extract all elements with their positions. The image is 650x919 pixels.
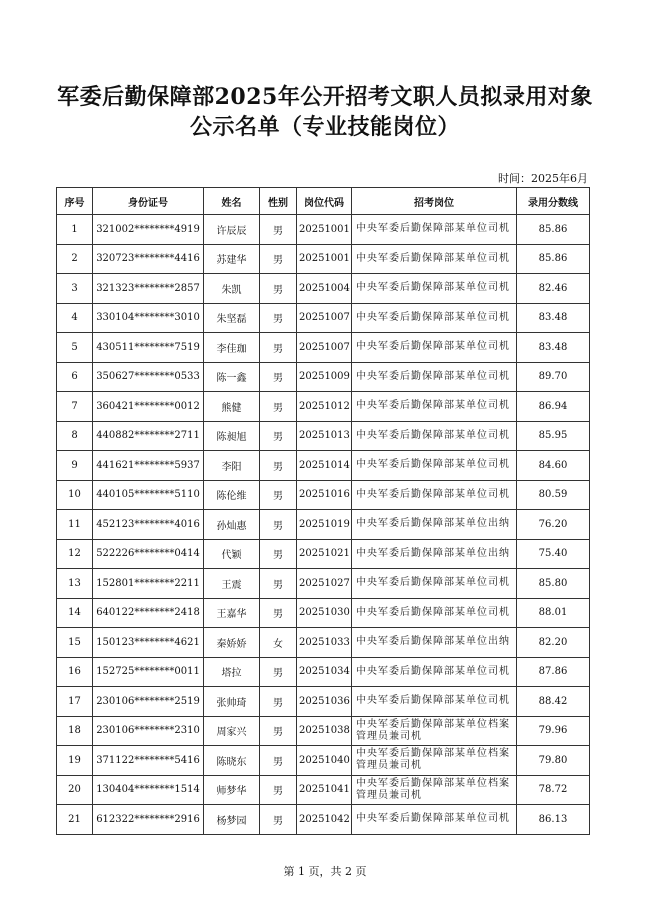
header-index: 序号 bbox=[57, 188, 93, 215]
table-row bbox=[57, 598, 590, 628]
cell-name: 孙灿惠 bbox=[204, 510, 260, 540]
cell-gender: 男 bbox=[260, 362, 297, 392]
cell-position: 中央军委后勤保障部某单位出纳 bbox=[352, 628, 517, 658]
cell-id-number: 522226********0414 bbox=[93, 539, 204, 569]
cell-id-number: 360421********0012 bbox=[93, 392, 204, 422]
header-id-number: 身份证号 bbox=[93, 188, 204, 215]
table-row bbox=[57, 274, 590, 304]
candidate-table bbox=[56, 187, 590, 835]
cell-id-number: 452123********4016 bbox=[93, 510, 204, 540]
cell-gender: 女 bbox=[260, 628, 297, 658]
cell-position: 中央军委后勤保障部某单位司机 bbox=[352, 657, 517, 687]
publish-date: 时间：2025年6月 bbox=[498, 172, 588, 185]
cell-score: 87.86 bbox=[517, 657, 590, 687]
table-row bbox=[57, 303, 590, 333]
cell-id-number: 150123********4621 bbox=[93, 628, 204, 658]
table-row bbox=[57, 244, 590, 274]
cell-id-number: 152725********0011 bbox=[93, 657, 204, 687]
cell-id-number: 321323********2857 bbox=[93, 274, 204, 304]
cell-name: 秦娇娇 bbox=[204, 628, 260, 658]
document-title-line1: 军委后勤保障部2025年公开招考文职人员拟录用对象 bbox=[57, 84, 593, 110]
table-row bbox=[57, 569, 590, 599]
cell-score: 82.46 bbox=[517, 274, 590, 304]
cell-position-code: 20251009 bbox=[297, 362, 352, 392]
cell-gender: 男 bbox=[260, 421, 297, 451]
cell-index: 1 bbox=[57, 215, 93, 245]
cell-score: 85.95 bbox=[517, 421, 590, 451]
cell-id-number: 612322********2916 bbox=[93, 805, 204, 835]
cell-position-code: 20251013 bbox=[297, 421, 352, 451]
cell-id-number: 130404********1514 bbox=[93, 775, 204, 805]
cell-position-code: 20251001 bbox=[297, 244, 352, 274]
cell-index: 7 bbox=[57, 392, 93, 422]
cell-index: 17 bbox=[57, 687, 93, 717]
cell-index: 16 bbox=[57, 657, 93, 687]
cell-score: 79.96 bbox=[517, 716, 590, 746]
cell-position: 中央军委后勤保障部某单位司机 bbox=[352, 480, 517, 510]
cell-score: 84.60 bbox=[517, 451, 590, 481]
cell-id-number: 152801********2211 bbox=[93, 569, 204, 599]
cell-name: 张帅琦 bbox=[204, 687, 260, 717]
table-row bbox=[57, 215, 590, 245]
cell-index: 13 bbox=[57, 569, 93, 599]
cell-name: 代颖 bbox=[204, 539, 260, 569]
cell-gender: 男 bbox=[260, 746, 297, 776]
cell-name: 陈晓东 bbox=[204, 746, 260, 776]
cell-position-code: 20251034 bbox=[297, 657, 352, 687]
cell-id-number: 430511********7519 bbox=[93, 333, 204, 363]
cell-gender: 男 bbox=[260, 775, 297, 805]
cell-name: 李阳 bbox=[204, 451, 260, 481]
cell-position: 中央军委后勤保障部某单位司机 bbox=[352, 598, 517, 628]
cell-position: 中央军委后勤保障部某单位档案管理员兼司机 bbox=[352, 746, 517, 776]
table-row bbox=[57, 510, 590, 540]
cell-score: 83.48 bbox=[517, 303, 590, 333]
table-row bbox=[57, 746, 590, 776]
cell-score: 85.80 bbox=[517, 569, 590, 599]
cell-position: 中央军委后勤保障部某单位司机 bbox=[352, 421, 517, 451]
cell-position: 中央军委后勤保障部某单位档案管理员兼司机 bbox=[352, 775, 517, 805]
cell-index: 9 bbox=[57, 451, 93, 481]
table-row bbox=[57, 333, 590, 363]
cell-id-number: 441621********5937 bbox=[93, 451, 204, 481]
cell-gender: 男 bbox=[260, 274, 297, 304]
cell-position: 中央军委后勤保障部某单位司机 bbox=[352, 333, 517, 363]
table-row bbox=[57, 451, 590, 481]
table-row bbox=[57, 775, 590, 805]
cell-position-code: 20251021 bbox=[297, 539, 352, 569]
table-row bbox=[57, 480, 590, 510]
header-score: 录用分数线 bbox=[517, 188, 590, 215]
cell-gender: 男 bbox=[260, 716, 297, 746]
cell-name: 朱凯 bbox=[204, 274, 260, 304]
cell-index: 20 bbox=[57, 775, 93, 805]
cell-name: 熊健 bbox=[204, 392, 260, 422]
cell-index: 10 bbox=[57, 480, 93, 510]
cell-position-code: 20251012 bbox=[297, 392, 352, 422]
cell-name: 杨梦园 bbox=[204, 805, 260, 835]
cell-index: 19 bbox=[57, 746, 93, 776]
cell-gender: 男 bbox=[260, 215, 297, 245]
cell-index: 8 bbox=[57, 421, 93, 451]
cell-gender: 男 bbox=[260, 657, 297, 687]
cell-gender: 男 bbox=[260, 451, 297, 481]
table-row bbox=[57, 716, 590, 746]
cell-position-code: 20251036 bbox=[297, 687, 352, 717]
cell-id-number: 321002********4919 bbox=[93, 215, 204, 245]
header-name: 姓名 bbox=[204, 188, 260, 215]
cell-index: 4 bbox=[57, 303, 93, 333]
cell-name: 王震 bbox=[204, 569, 260, 599]
cell-score: 83.48 bbox=[517, 333, 590, 363]
cell-position-code: 20251014 bbox=[297, 451, 352, 481]
table-row bbox=[57, 421, 590, 451]
cell-score: 76.20 bbox=[517, 510, 590, 540]
cell-position: 中央军委后勤保障部某单位司机 bbox=[352, 392, 517, 422]
cell-gender: 男 bbox=[260, 805, 297, 835]
cell-id-number: 440882********2711 bbox=[93, 421, 204, 451]
cell-index: 18 bbox=[57, 716, 93, 746]
cell-index: 21 bbox=[57, 805, 93, 835]
document-title-line2: 公示名单（专业技能岗位） bbox=[189, 114, 460, 140]
cell-id-number: 350627********0533 bbox=[93, 362, 204, 392]
cell-score: 85.86 bbox=[517, 244, 590, 274]
cell-index: 3 bbox=[57, 274, 93, 304]
table-row bbox=[57, 687, 590, 717]
table-row bbox=[57, 392, 590, 422]
header-position-code: 岗位代码 bbox=[297, 188, 352, 215]
cell-position-code: 20251027 bbox=[297, 569, 352, 599]
cell-gender: 男 bbox=[260, 539, 297, 569]
cell-id-number: 230106********2310 bbox=[93, 716, 204, 746]
cell-name: 陈一鑫 bbox=[204, 362, 260, 392]
cell-name: 陈伦维 bbox=[204, 480, 260, 510]
header-gender: 性别 bbox=[260, 188, 297, 215]
cell-index: 5 bbox=[57, 333, 93, 363]
cell-position: 中央军委后勤保障部某单位司机 bbox=[352, 303, 517, 333]
cell-score: 86.13 bbox=[517, 805, 590, 835]
cell-id-number: 440105********5110 bbox=[93, 480, 204, 510]
table-row bbox=[57, 539, 590, 569]
cell-name: 朱坚磊 bbox=[204, 303, 260, 333]
cell-gender: 男 bbox=[260, 510, 297, 540]
cell-index: 11 bbox=[57, 510, 93, 540]
page-footer: 第 1 页，共 2 页 bbox=[283, 865, 367, 878]
cell-gender: 男 bbox=[260, 303, 297, 333]
cell-name: 周家兴 bbox=[204, 716, 260, 746]
cell-position-code: 20251004 bbox=[297, 274, 352, 304]
table-row bbox=[57, 362, 590, 392]
cell-id-number: 640122********2418 bbox=[93, 598, 204, 628]
cell-score: 78.72 bbox=[517, 775, 590, 805]
cell-position: 中央军委后勤保障部某单位司机 bbox=[352, 362, 517, 392]
cell-position-code: 20251016 bbox=[297, 480, 352, 510]
cell-position-code: 20251042 bbox=[297, 805, 352, 835]
cell-position-code: 20251007 bbox=[297, 333, 352, 363]
cell-position: 中央军委后勤保障部某单位档案管理员兼司机 bbox=[352, 716, 517, 746]
table-row bbox=[57, 628, 590, 658]
cell-id-number: 371122********5416 bbox=[93, 746, 204, 776]
cell-position-code: 20251001 bbox=[297, 215, 352, 245]
cell-name: 王嘉华 bbox=[204, 598, 260, 628]
cell-score: 88.42 bbox=[517, 687, 590, 717]
cell-position-code: 20251019 bbox=[297, 510, 352, 540]
cell-id-number: 320723********4416 bbox=[93, 244, 204, 274]
cell-position-code: 20251030 bbox=[297, 598, 352, 628]
cell-position-code: 20251007 bbox=[297, 303, 352, 333]
cell-id-number: 330104********3010 bbox=[93, 303, 204, 333]
cell-score: 75.40 bbox=[517, 539, 590, 569]
cell-position: 中央军委后勤保障部某单位司机 bbox=[352, 687, 517, 717]
cell-gender: 男 bbox=[260, 333, 297, 363]
cell-position: 中央军委后勤保障部某单位司机 bbox=[352, 451, 517, 481]
table-header-row bbox=[57, 188, 590, 215]
cell-position: 中央军委后勤保障部某单位出纳 bbox=[352, 510, 517, 540]
table-row bbox=[57, 657, 590, 687]
cell-position-code: 20251041 bbox=[297, 775, 352, 805]
cell-gender: 男 bbox=[260, 569, 297, 599]
cell-gender: 男 bbox=[260, 687, 297, 717]
cell-name: 塔拉 bbox=[204, 657, 260, 687]
cell-name: 李佳珈 bbox=[204, 333, 260, 363]
cell-id-number: 230106********2519 bbox=[93, 687, 204, 717]
cell-index: 2 bbox=[57, 244, 93, 274]
cell-index: 6 bbox=[57, 362, 93, 392]
cell-gender: 男 bbox=[260, 598, 297, 628]
cell-position-code: 20251038 bbox=[297, 716, 352, 746]
cell-position: 中央军委后勤保障部某单位司机 bbox=[352, 244, 517, 274]
header-position: 招考岗位 bbox=[352, 188, 517, 215]
cell-score: 82.20 bbox=[517, 628, 590, 658]
cell-name: 许辰辰 bbox=[204, 215, 260, 245]
cell-score: 85.86 bbox=[517, 215, 590, 245]
cell-position: 中央军委后勤保障部某单位司机 bbox=[352, 805, 517, 835]
cell-score: 79.80 bbox=[517, 746, 590, 776]
cell-name: 陈昶旭 bbox=[204, 421, 260, 451]
cell-score: 86.94 bbox=[517, 392, 590, 422]
cell-gender: 男 bbox=[260, 392, 297, 422]
cell-score: 80.59 bbox=[517, 480, 590, 510]
cell-position: 中央军委后勤保障部某单位司机 bbox=[352, 274, 517, 304]
cell-position-code: 20251040 bbox=[297, 746, 352, 776]
cell-score: 88.01 bbox=[517, 598, 590, 628]
table-row bbox=[57, 805, 590, 835]
cell-index: 14 bbox=[57, 598, 93, 628]
cell-name: 师梦华 bbox=[204, 775, 260, 805]
cell-position: 中央军委后勤保障部某单位司机 bbox=[352, 215, 517, 245]
cell-gender: 男 bbox=[260, 244, 297, 274]
cell-position: 中央军委后勤保障部某单位司机 bbox=[352, 569, 517, 599]
cell-position-code: 20251033 bbox=[297, 628, 352, 658]
cell-index: 12 bbox=[57, 539, 93, 569]
cell-name: 苏建华 bbox=[204, 244, 260, 274]
cell-score: 89.70 bbox=[517, 362, 590, 392]
cell-gender: 男 bbox=[260, 480, 297, 510]
cell-position: 中央军委后勤保障部某单位出纳 bbox=[352, 539, 517, 569]
cell-index: 15 bbox=[57, 628, 93, 658]
